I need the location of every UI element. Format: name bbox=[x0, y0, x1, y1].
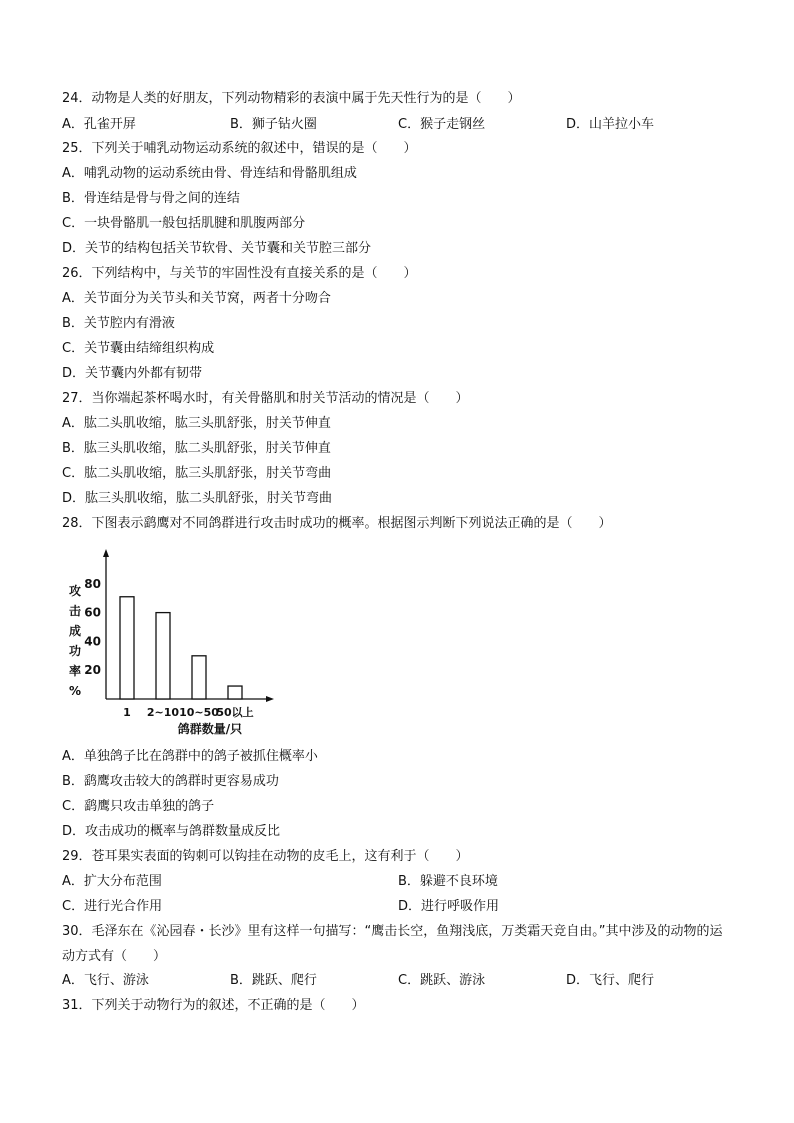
q25-option-a: A．哺乳动物的运动系统由骨、骨连结和骨骼肌组成 bbox=[62, 166, 357, 181]
y-axis-label-char: 功 bbox=[68, 644, 82, 658]
y-axis-arrow bbox=[103, 549, 109, 557]
y-axis-label bbox=[69, 583, 81, 698]
x-tick-labels bbox=[123, 705, 253, 719]
q26-option-b: B．关节腔内有滑液 bbox=[62, 316, 175, 331]
question-29-stem: 29．苍耳果实表面的钩刺可以钩挂在动物的皮毛上，这有利于（ ） bbox=[62, 849, 469, 864]
q27-option-b: B．肱三头肌收缩，肱二头肌舒张，肘关节伸直 bbox=[62, 441, 331, 456]
q24-option-c: C．猴子走钢丝 bbox=[398, 117, 486, 132]
q28-option-b: B．鹞鹰攻击较大的鸽群时更容易成功 bbox=[62, 774, 279, 789]
q29-option-b: B．躲避不良环境 bbox=[398, 874, 498, 889]
q26-option-a: A．关节面分为关节头和关节窝，两者十分吻合 bbox=[62, 291, 331, 306]
y-tick-label: 80 bbox=[84, 576, 101, 591]
q28-option-d: D．攻击成功的概率与鸽群数量成反比 bbox=[62, 824, 281, 839]
q29-option-c: C．进行光合作用 bbox=[62, 899, 163, 914]
question-30-stem: 30．毛泽东在《沁园春・长沙》里有这样一句描写：“鹰击长空，鱼翔浅底，万类霜天竞自由。”其中涉及的动物的运动方式有（ ） bbox=[62, 924, 723, 964]
q29-option-d: D．进行呼吸作用 bbox=[398, 899, 500, 914]
y-tick-label: 20 bbox=[84, 663, 101, 678]
q30-option-c: C．跳跃、游泳 bbox=[398, 973, 486, 988]
y-tick-label: 40 bbox=[84, 634, 101, 649]
bars bbox=[120, 597, 242, 699]
q30-option-b: B．跳跃、爬行 bbox=[230, 973, 317, 988]
question-31-stem: 31．下列关于动物行为的叙述，不正确的是（ ） bbox=[62, 998, 365, 1013]
bar bbox=[228, 686, 242, 699]
q30-option-d: D．飞行、爬行 bbox=[566, 973, 655, 988]
y-axis-label-char: 成 bbox=[68, 624, 82, 638]
q25-option-c: C．一块骨骼肌一般包括肌腱和肌腹两部分 bbox=[62, 216, 306, 231]
y-tick-label: 60 bbox=[84, 605, 101, 620]
question-28-stem: 28．下图表示鹞鹰对不同鸽群进行攻击时成功的概率。根据图示判断下列说法正确的是（ ） bbox=[62, 516, 612, 531]
bar bbox=[192, 656, 206, 699]
y-axis-label-char: 击 bbox=[68, 604, 82, 618]
question-24-stem: 24．动物是人类的好朋友，下列动物精彩的表演中属于先天性行为的是（ ） bbox=[62, 91, 521, 106]
q27-option-c: C．肱二头肌收缩，肱三头肌舒张，肘关节弯曲 bbox=[62, 466, 332, 481]
bar-chart bbox=[60, 545, 290, 745]
bar bbox=[156, 613, 170, 699]
q26-option-c: C．关节囊由结缔组织构成 bbox=[62, 341, 215, 356]
x-tick-label: 1 bbox=[123, 706, 131, 719]
y-axis-label-char: 率 bbox=[68, 664, 82, 678]
question-27-stem: 27．当你端起茶杯喝水时，有关骨骼肌和肘关节活动的情况是（ ） bbox=[62, 391, 469, 406]
x-tick-label: 2~10 bbox=[146, 706, 180, 719]
q25-option-d: D．关节的结构包括关节软骨、关节囊和关节腔三部分 bbox=[62, 241, 372, 256]
x-tick-label: 10~50 bbox=[179, 706, 219, 719]
q24-option-a: A．孔雀开屏 bbox=[62, 117, 136, 132]
y-axis-label-char: 攻 bbox=[68, 584, 82, 598]
q24-option-b: B．狮子钻火圈 bbox=[230, 117, 317, 132]
q25-option-b: B．骨连结是骨与骨之间的连结 bbox=[62, 191, 240, 206]
q29-option-a: A．扩大分布范围 bbox=[62, 874, 162, 889]
question-26-stem: 26．下列结构中，与关节的牢固性没有直接关系的是（ ） bbox=[62, 266, 417, 281]
x-tick-label: 50以上 bbox=[216, 706, 254, 719]
q24-option-d: D．山羊拉小车 bbox=[566, 117, 655, 132]
q28-option-a: A．单独鸽子比在鸽群中的鸽子被抓住概率小 bbox=[62, 749, 318, 764]
y-axis-label-char: % bbox=[68, 684, 82, 698]
q26-option-d: D．关节囊内外都有韧带 bbox=[62, 366, 203, 381]
bar bbox=[120, 597, 134, 699]
q27-option-d: D．肱三头肌收缩，肱二头肌舒张，肘关节弯曲 bbox=[62, 491, 333, 506]
x-axis-title: 鸽群数量/只 bbox=[177, 722, 243, 736]
q30-option-a: A．飞行、游泳 bbox=[62, 973, 149, 988]
y-ticks bbox=[84, 577, 101, 677]
x-axis-arrow bbox=[266, 696, 274, 702]
q27-option-a: A．肱二头肌收缩，肱三头肌舒张，肘关节伸直 bbox=[62, 416, 331, 431]
q28-option-c: C．鹞鹰只攻击单独的鸽子 bbox=[62, 799, 215, 814]
question-25-stem: 25．下列关于哺乳动物运动系统的叙述中，错误的是（ ） bbox=[62, 141, 417, 156]
